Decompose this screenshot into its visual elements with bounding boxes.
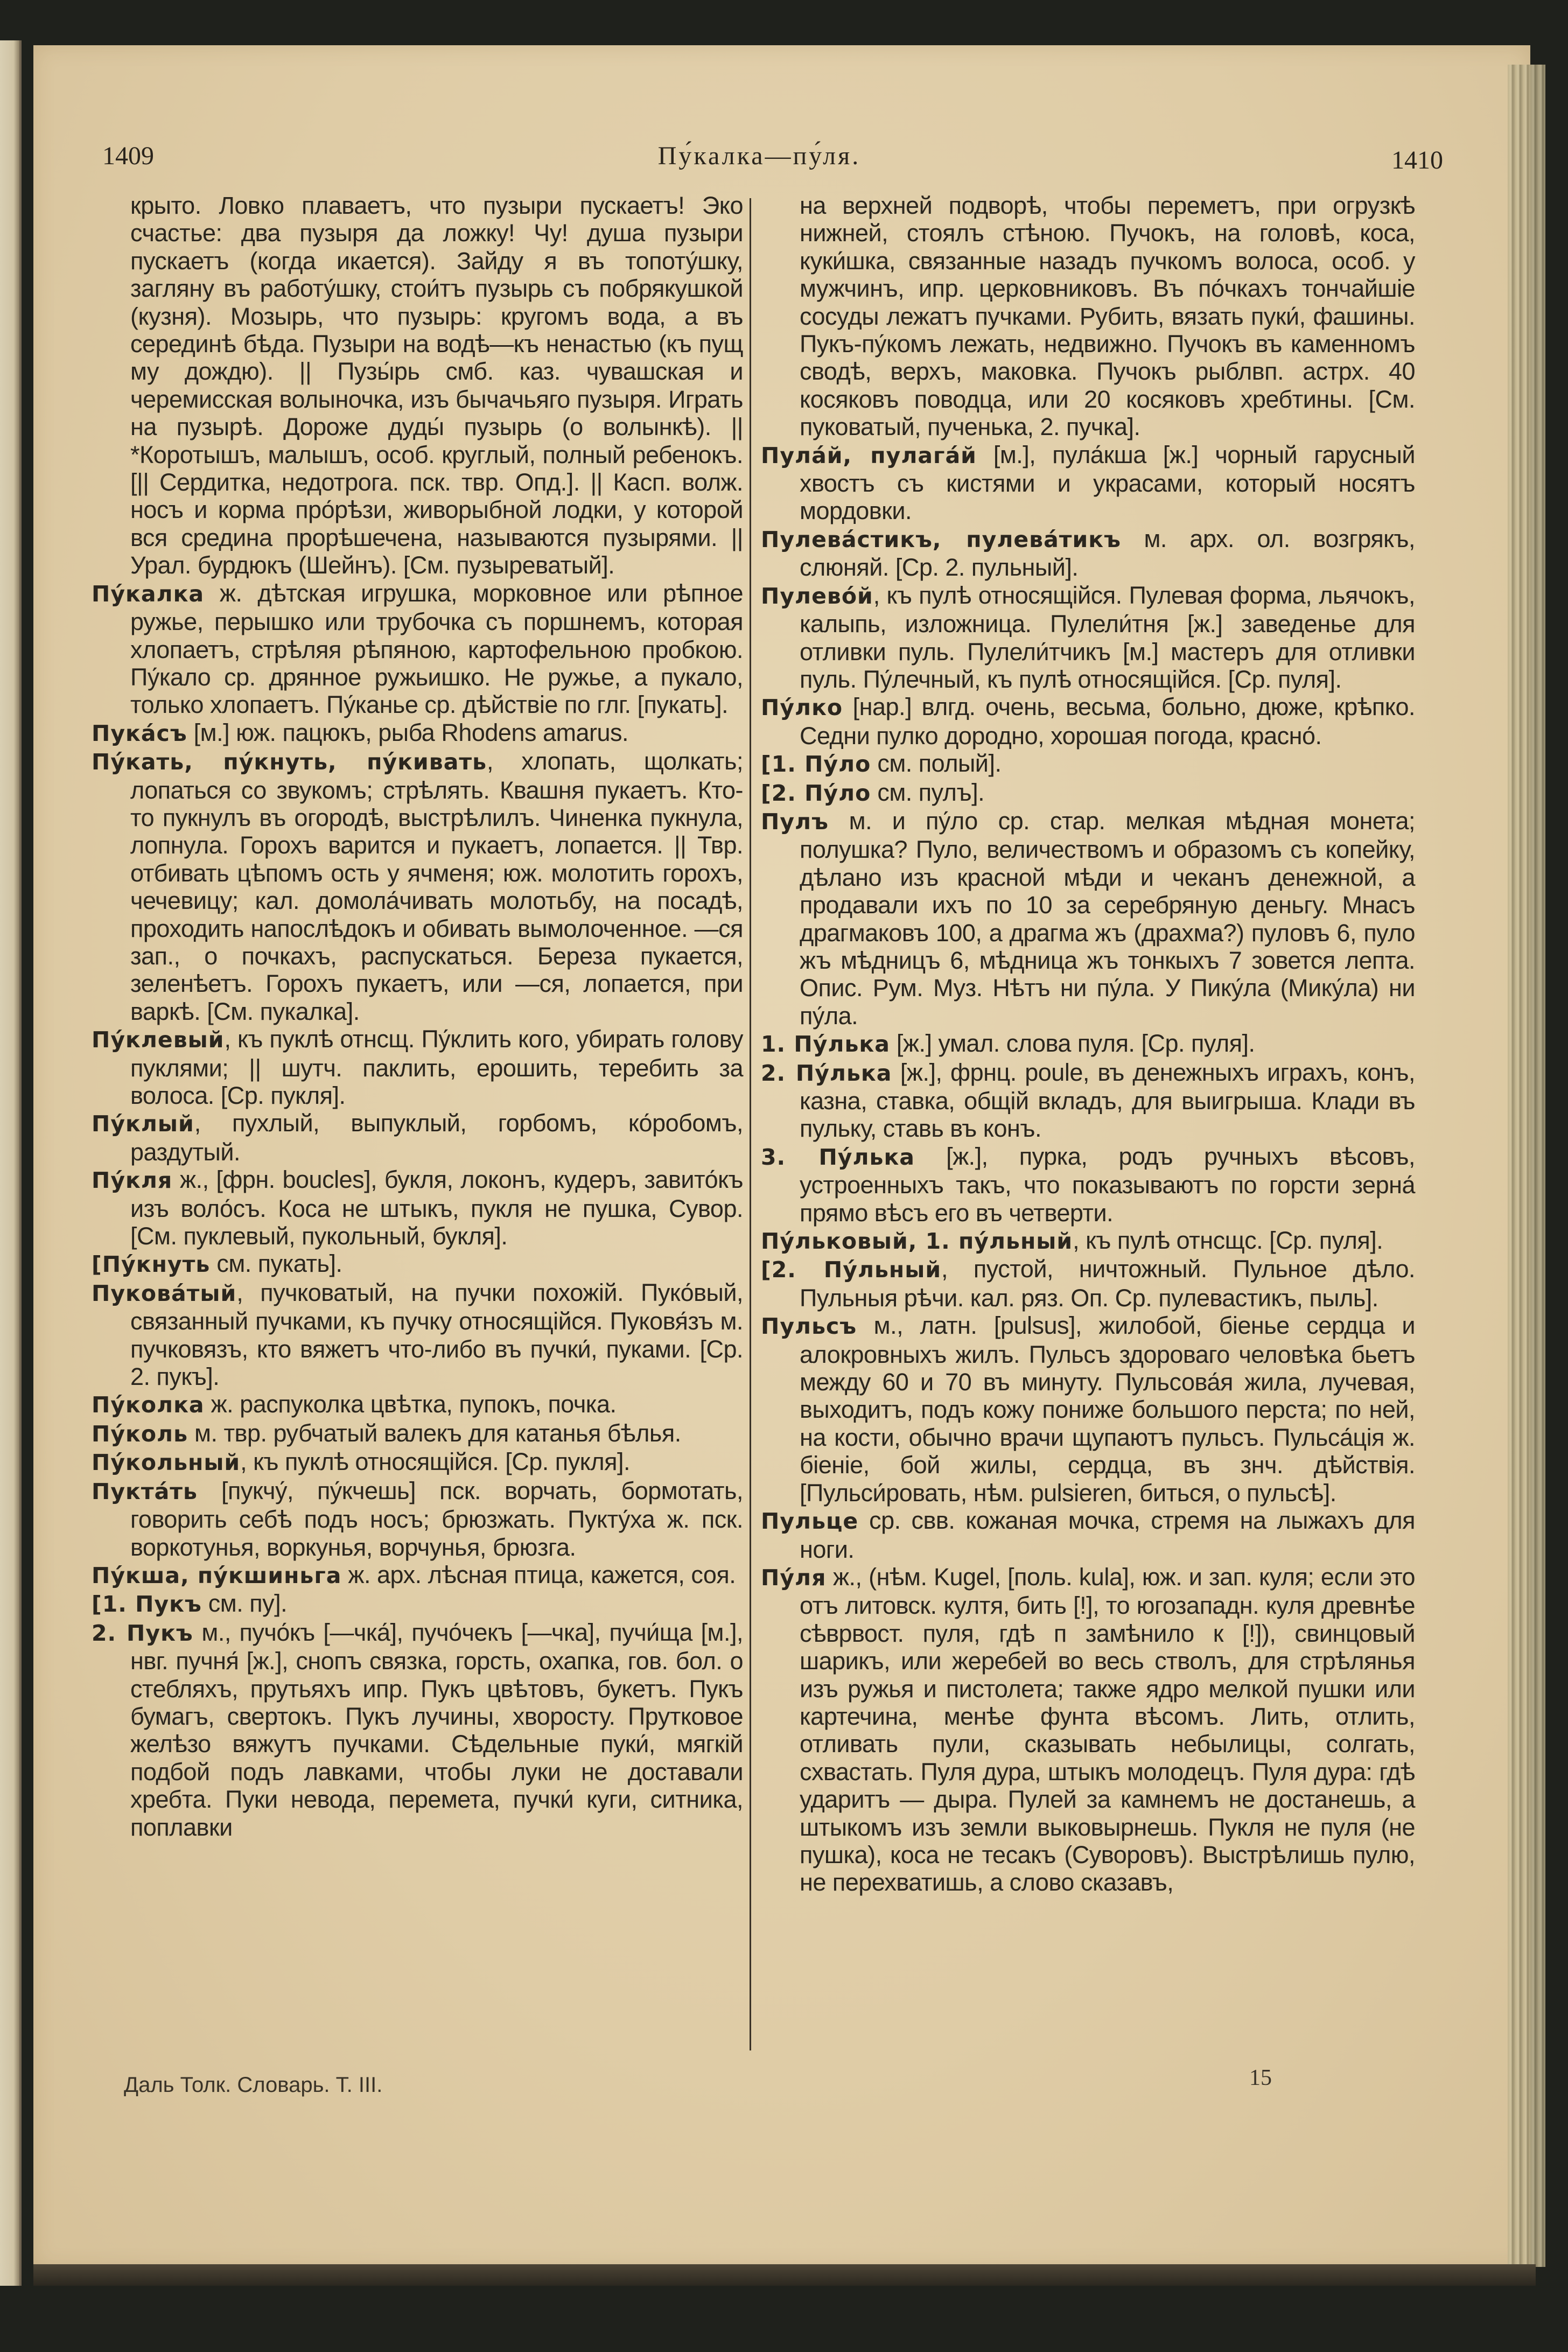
headword: 1. Пу́лька [761,1031,890,1058]
entry-definition: см. полый]. [871,750,1002,778]
dictionary-entry [92,1390,743,1419]
dictionary-entry [761,750,1415,778]
headword: [1. Пу́ло [761,751,871,778]
headword: Пу́клевый [92,1027,225,1053]
headword: Пукова́тый [92,1280,237,1306]
entry-definition: [м.] юж. пацюкъ, рыба Rhodens amarus. [187,718,629,746]
entry-definition: ж., [фрн. boucles], букля, локонъ, кудеръ, завито́къ изъ воло́съ. Коса не штыкъ, пукля не пушка, Сувор. [См. пуклевый, пукольный, букля]. [130,1166,743,1250]
headword: [2. Пу́льный [761,1257,942,1283]
headword: Пу́колка [92,1392,205,1418]
entry-definition: , пучковатый, на пучки похожій. Пуко́вый, связанный пучками, къ пучку относящійся. Пуковя́зъ м. пучковязъ, кто вяжетъ что-либо въ пучки́, пуками. [Ср. 2. пукъ]. [130,1278,743,1391]
page-stack-edge [1508,65,1545,2267]
headword: Пу́кать, пу́кнуть, пу́кивать [92,749,487,775]
continued-entry [92,192,743,579]
entry-definition: м. твр. рубчатый валекъ для катанья бѣлья. [188,1419,681,1447]
running-header [54,141,1465,184]
entry-definition: см. пукать]. [210,1250,342,1278]
headword: Пулева́стикъ, пулева́тикъ [761,526,1121,552]
entry-definition: м. и пу́ло ср. стар. мелкая мѣдная монета; полушка? Пуло, величествомъ и образомъ съ копейку, дѣлано изъ красной мѣди и чеканъ денежной, а продавали ихъ по 10 за серебряную деньгу. Мнасъ драгмаковъ 100, а драгма жъ (драхма?) пуловъ 6, пуло жъ мѣдницъ 6, мѣдница жъ тонкыхъ 7 зовется лепта. Опис. Рум. Муз. Нѣтъ ни пу́ла. У Пику́ла (Мику́ла) ни пу́ла. [800,807,1415,1030]
dictionary-entry [761,1030,1415,1058]
entry-definition: [м.], пула́кша [ж.] чорный гарусный хвостъ съ кистями и украсами, который носятъ мордовки. [800,440,1415,525]
entry-definition: , къ пулѣ отнсщс. [Ср. пуля]. [1073,1227,1383,1255]
headword: Пульце [761,1508,859,1535]
headword: Пу́льковый, 1. пу́льный [761,1228,1073,1255]
dictionary-entry [761,779,1415,807]
dictionary-entry [92,579,743,719]
dictionary-entry [92,1025,743,1109]
entry-definition: , хлопать, щолкать; лопаться со звукомъ; стрѣлять. Квашня пукаетъ. Кто-то пукнулъ въ огородѣ, выстрѣлилъ. Чиненка пукнула, лопнула. Горохъ варится и пукаетъ, лопается. || Твр. отбивать цѣпомъ ость у ячменя; юж. молотить горохъ, чечевицу; кал. домола́чивать молотьбу, на посадѣ, проходить напослѣдокъ и обивать вымолоченное. —ся зап., о почкахъ, распускаться. Береза пукается, зеленѣетъ. Горохъ пукаетъ, или —ся, лопается, при варкѣ. [См. пукалка]. [130,747,743,1025]
dictionary-entry [761,1255,1415,1312]
headword: Пука́съ [92,720,187,746]
headword: [2. Пу́ло [761,780,871,806]
entry-definition: крыто. Ловко плаваетъ, что пузыри пускаетъ! Эко счастье: два пузыря да ложку! Чу! душа пузыри пускаетъ (когда икается). Зайду я въ топоту́шку, загляну въ работу́шку, стои́тъ пузырь съ побрякушкой (кузня). Мозырь, что пузырь: кругомъ вода, а въ серединѣ бѣда. Пузыри на водѣ—къ ненастью (къ пущ му дождю). || Пузы́рь смб. каз. чувашская и черемисская волыночка, изъ бычачьяго пузыря. Играть на пузырѣ. Дороже дуды́ пузырь (о волынкѣ). || *Коротышъ, малышъ, особ. круглый, полный ребенокъ. [|| Сердитка, недотрога. пск. твр. Опд.]. || Касп. волж. носъ и корма про́рѣзи, живорыбной лодки, у которой вся средина прорѣшечена, называются пузырями. || Урал. бурдюкъ (Шейнъ). [См. пузыреватый]. [130,192,743,579]
continued-entry [761,192,1415,441]
entry-definition: , къ пуклѣ отнсщ. Пу́клить кого, убирать голову пуклями; || шутч. паклить, ерошить, теребить за волоса. [Ср. пукля]. [130,1025,743,1109]
dictionary-entry [92,1166,743,1250]
column-divider [750,198,751,2050]
signature-mark: 15 [1249,2066,1272,2090]
entry-definition: ж. арх. лѣсная птица, кажется, соя. [341,1560,736,1588]
dictionary-entry [761,1563,1415,1896]
imprint-line: Даль Толк. Словарь. Т. III. [124,2073,383,2097]
headword: Пу́клый [92,1111,194,1137]
entry-definition: , пустой, ничтожный. Пульное дѣло. Пульныя рѣчи. кал. ряз. Оп. Ср. пулевастикъ, пыль]. [800,1255,1415,1312]
running-title: Пу́калка—пу́ля. [657,142,861,170]
headword: Пулъ [761,808,829,835]
page-number-left: 1409 [102,142,154,170]
dictionary-entry [92,1448,743,1476]
dictionary-entry [92,1619,743,1841]
dictionary-entry [761,693,1415,750]
entry-definition: , пухлый, выпуклый, горбомъ, ко́робомъ, раздутый. [130,1109,743,1166]
dictionary-entry [92,1109,743,1166]
dictionary-entry [92,747,743,1025]
headword: [1. Пукъ [92,1591,202,1618]
dictionary-entry [761,807,1415,1030]
headword: Пу́лко [761,695,843,721]
headword: 3. Пу́лька [761,1144,915,1170]
dictionary-entry [761,1143,1415,1227]
book-cover-edge [33,2264,1536,2286]
entry-definition: м. арх. ол. возгрякъ, слюняй. [Ср. 2. пульный]. [800,524,1415,582]
headword: Пульсъ [761,1313,857,1340]
headword: Пукта́ть [92,1478,198,1504]
headword: Пу́коль [92,1420,188,1447]
entry-definition: [нар.] влгд. очень, весьма, больно, дюже, крѣпко. Седни пулко дородно, хорошая погода, красно́. [800,693,1415,750]
dictionary-entry [761,1227,1415,1255]
dictionary-entry [92,1279,743,1391]
headword: 2. Пукъ [92,1620,193,1646]
entry-definition: , къ пулѣ относящійся. Пулевая форма, льячокъ, калыпь, изложница. Пулели́тня [ж.] заведенье для отливки пуль. Пулели́тчикъ [м.] мастеръ для отливки пуль. Пу́лечный, къ пулѣ относящійся. [Ср. пуля]. [800,581,1415,693]
entry-definition: м., пучо́къ [—чка́], пучо́чекъ [—чка], пучи́ща [м.], нвг. пучня́ [ж.], снопъ связка, горсть, охапка, гов. бол. о стебляхъ, прутьяхъ ипр. Пукъ цвѣтовъ, букетъ. Пукъ бумагъ, свертокъ. Пукъ лучины, хворосту. Прутковое желѣзо вяжутъ пучками. Сѣдельные пуки́, мягкій подбой подъ лавками, чтобы луки не доставали хребта. Пуки невода, перемета, пучки́ куги, ситника, поплавки [130,1618,743,1841]
dictionary-entry [92,719,743,747]
headword: Пу́кольный [92,1450,241,1476]
entry-definition: [пукчу́, пу́кчешь] пск. ворчать, бормотать, говорить себѣ подъ носъ; брюзжать. Пукту́ха ж. пск. воркотунья, воркунья, ворчунья, брюзга. [130,1476,743,1561]
dictionary-entry [761,1507,1415,1563]
headword: Пу́калка [92,580,205,607]
entry-definition: ж. дѣтская игрушка, морковное или рѣпное ружье, перышко или трубочка съ поршнемъ, которая хлопаетъ, стрѣляя рѣпяною, картофельною пробкою. Пу́кало ср. дрянное ружьишко. Не ружье, а пукало, только хлопаетъ. Пу́канье ср. дѣйствіе по глг. [пукать]. [130,579,743,719]
entry-definition: ж., (нѣм. Kugel, [поль. kula], юж. и зап. куля; если это отъ литовск. култя, бить [!], то югозападн. куля древнѣе сѣврвост. пуля, гдѣ п замѣнило к [!]), свинцовый шарикъ, или жеребей во весь стволъ, для стрѣлянья изъ ружья и пистолета; также ядро мелкой пушки или картечина, менѣе фунта вѣсомъ. Лить, отлить, отливать пули, сказывать небылицы, солгать, схвастать. Пуля дура, штыкъ молодецъ. Пуля дура: гдѣ ударитъ — дыра. Пулей за камнемъ не достанешь, а штыкомъ изъ земли выковырнешь. Пукля не пуля (не пушка), коса не тесакъ (Суворовъ). Выстрѣлишь пулю, не перехватишь, а слово сказавъ, [800,1563,1415,1896]
dictionary-entry [761,441,1415,525]
headword: Пулево́й [761,583,873,609]
dictionary-entry [761,1312,1415,1507]
dictionary-entry [761,582,1415,694]
entry-definition: [ж.], пурка, родъ ручныхъ вѣсовъ, устроенныхъ такъ, что показываютъ по горсти зерна́ прямо вѣсъ его въ четверти. [800,1142,1415,1227]
headword: Пу́ля [761,1564,827,1591]
dictionary-entry [761,1059,1415,1143]
dictionary-entry [92,1590,743,1618]
entry-definition: , къ пуклѣ относящійся. [Ср. пукля]. [240,1448,630,1476]
left-column [92,192,743,1841]
entry-definition: ср. свв. кожаная мочка, стремя на лыжахъ для ноги. [800,1507,1415,1563]
dictionary-entry [92,1477,743,1561]
headword: Пу́кля [92,1167,173,1194]
entry-definition: на верхней подворѣ, чтобы переметъ, при огрузкѣ нижней, стоялъ стѣною. Пучокъ, на головѣ, коса, куки́шка, связанные назадъ пучкомъ волоса, особ. у мужчинъ, ипр. церковниковъ. Въ по́чкахъ тончайшіе сосуды лежатъ пучками. Рубить, вязать пуки́, фашины. Пукъ-пу́комъ лежать, недвижно. Пучокъ въ каменномъ сводѣ, верхъ, маковка. Пучокъ рыблвп. астрх. 40 косяковъ поводца, или 20 косяковъ хребтины. [См. пуковатый, пученька, 2. пучка]. [800,192,1415,441]
entry-definition: [ж.], фрнц. poule, въ денежныхъ играхъ, конъ, казна, ставка, общій вкладъ, для выигрыша. Клади въ пульку, ставь въ конъ. [800,1058,1415,1143]
entry-definition: см. пу]. [201,1590,288,1618]
entry-definition: ж. распуколка цвѣтка, пупокъ, почка. [204,1390,617,1418]
entry-definition: [ж.] умал. слова пуля. [Ср. пуля]. [890,1030,1255,1058]
dictionary-entry [92,1419,743,1448]
dictionary-entry [92,1250,743,1278]
headword: [Пу́кнуть [92,1251,211,1278]
dictionary-entry [761,525,1415,582]
headword: 2. Пу́лька [761,1060,892,1086]
adjacent-page-edge [0,40,22,2286]
dictionary-entry [92,1561,743,1590]
headword: Пула́й, пулага́й [761,442,977,468]
entry-definition: м., латн. [pulsus], жилобой, біенье сердца и алокровныхъ жилъ. Пульсъ здороваго человѣка бьетъ между 60 и 70 въ минуту. Пульсова́я жила, лучевая, выходитъ, подъ кожу пониже большого перста; по ней, на кости, обычно врачи щупаютъ пульсъ. Пульса́ція ж. біеніе, бой жилы, сердца, въ знч. дѣйствія. [Пульси́ровать, нѣм. pulsieren, биться, о пульсѣ]. [800,1312,1415,1507]
page-number-right: 1410 [1391,146,1443,174]
entry-definition: см. пулъ]. [871,778,985,806]
headword: Пу́кша, пу́кшиньга [92,1562,342,1588]
right-column [761,192,1415,1896]
